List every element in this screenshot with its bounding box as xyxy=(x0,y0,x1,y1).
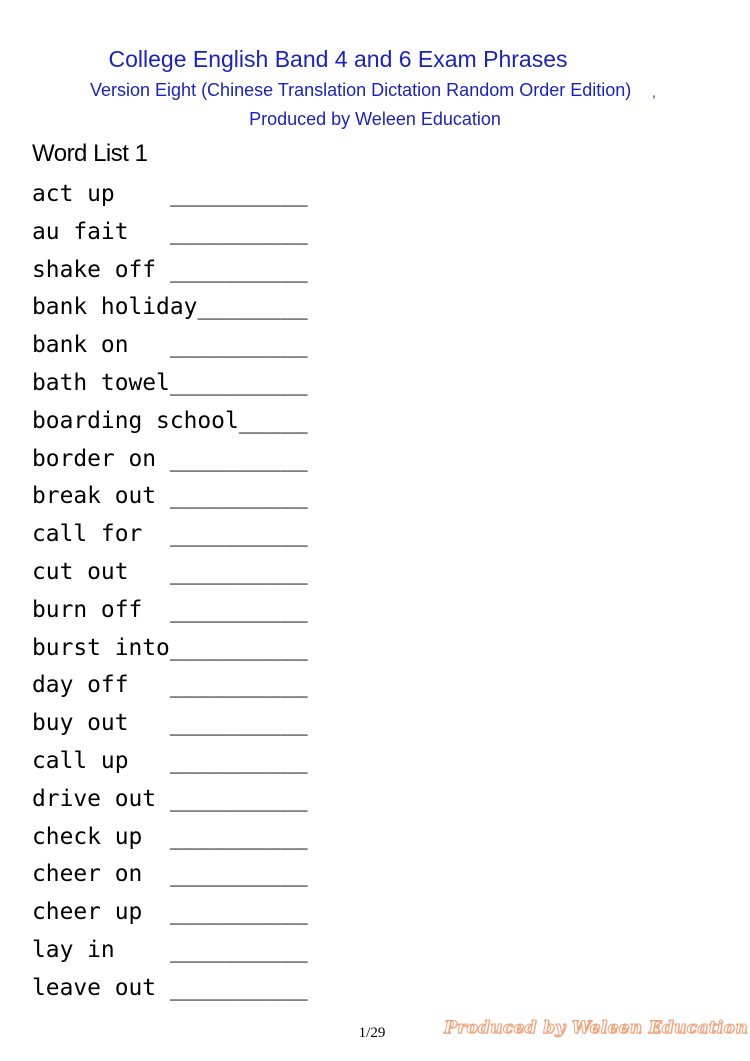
word-list xyxy=(32,177,308,1009)
word-row: leave out __________ xyxy=(32,974,308,1001)
watermark: Produced by Weleen Education xyxy=(444,1018,748,1038)
word-row: check up __________ xyxy=(32,823,308,850)
word-row: call for __________ xyxy=(32,521,308,548)
word-row: burst into__________ xyxy=(32,634,308,661)
word-row: drive out __________ xyxy=(32,785,308,812)
word-row: burn off __________ xyxy=(32,596,308,623)
word-row: shake off __________ xyxy=(32,256,308,283)
word-list-heading: Word List 1 xyxy=(32,140,148,167)
document-subtitle: Version Eight (Chinese Translation Dictation Random Order Edition) xyxy=(90,80,632,100)
subtitle-tail: , xyxy=(652,84,656,100)
word-row: call up __________ xyxy=(32,747,308,774)
word-row: au fait __________ xyxy=(32,218,308,245)
word-row: act up __________ xyxy=(32,181,308,207)
word-row: boarding school_____ xyxy=(32,407,308,434)
word-row: bank on __________ xyxy=(32,332,308,359)
page-number: 1/29 xyxy=(358,1025,386,1041)
word-row: cut out __________ xyxy=(32,558,308,585)
word-row: break out __________ xyxy=(32,483,308,510)
word-row: bank holiday________ xyxy=(32,294,308,321)
word-row: cheer up __________ xyxy=(32,899,308,926)
document-title: College English Band 4 and 6 Exam Phrases xyxy=(108,46,568,72)
producer-line: Produced by Weleen Education xyxy=(249,109,501,129)
word-row: buy out __________ xyxy=(32,710,308,737)
word-row: cheer on __________ xyxy=(32,861,308,888)
word-row: day off __________ xyxy=(32,672,308,699)
word-row: bath towel__________ xyxy=(32,369,308,396)
word-row: border on __________ xyxy=(32,445,308,472)
word-row: lay in __________ xyxy=(32,936,308,963)
